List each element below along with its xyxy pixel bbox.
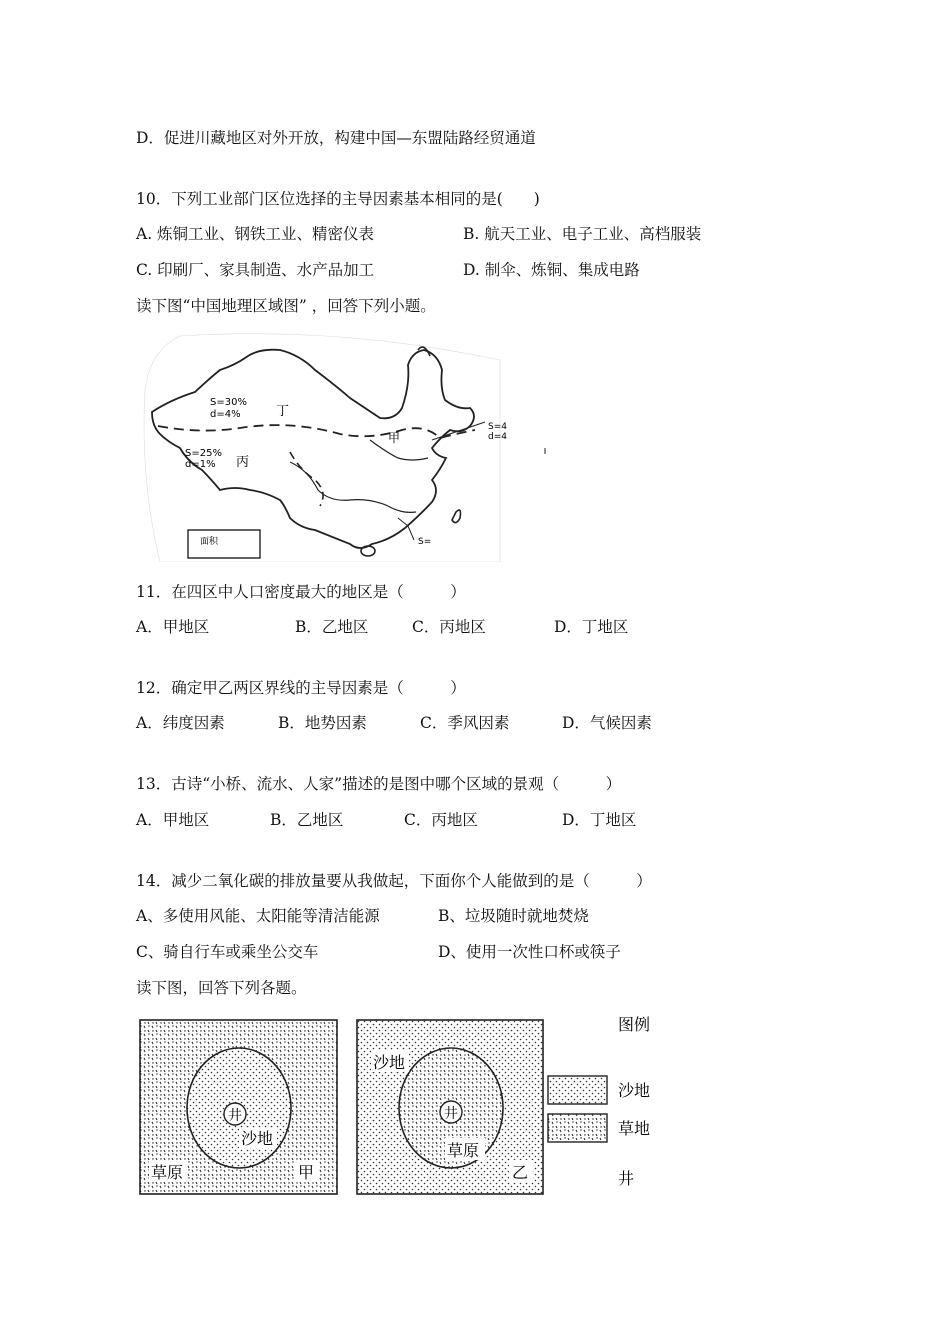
q10-option-d: D. 制伞、炼铜、集成电路 [463, 261, 640, 279]
legend-grass-label: 草地 [618, 1119, 651, 1138]
q13-stem: 13．古诗“小桥、流水、人家”描述的是图中哪个区域的景观（ ） [136, 775, 622, 793]
fig2-intro: 读下图，回答下列各题。 [136, 979, 307, 997]
q14-option-a: A、多使用风能、太阳能等清洁能源 [136, 907, 380, 925]
q12-option-b: B．地势因素 [278, 714, 367, 732]
hainan-island [361, 546, 375, 556]
panel-yi-outer-label: 沙地 [373, 1053, 406, 1072]
q10-option-b: B. 航天工业、电子工业、高档服装 [463, 225, 702, 243]
legend-title: 图例 [618, 1015, 651, 1034]
q12-option-a: A．纬度因素 [136, 714, 225, 732]
q14-stem: 14．减少二氧化碳的排放量要从我做起，下面你个人能做到的是（ ） [136, 872, 652, 890]
q13-option-c: C．丙地区 [404, 811, 478, 829]
map-label-d-mid: d=1% [185, 459, 216, 470]
map-label-jia: 甲 [388, 431, 401, 445]
boundary-north-line [158, 425, 475, 438]
boundary-west-line [290, 452, 323, 506]
q10-option-c: C. 印刷厂、家具制造、水产品加工 [136, 261, 375, 279]
map-label-bing: 丙 [236, 455, 250, 470]
q11-option-d: D．丁地区 [554, 618, 629, 636]
q13-option-d: D．丁地区 [562, 811, 637, 829]
q14-option-b: B、垃圾随时就地焚烧 [438, 907, 589, 925]
map-label-s-right: S=4 [488, 422, 507, 432]
map-label-s-bottom: S= [418, 537, 432, 547]
q11-stem: 11．在四区中人口密度最大的地区是（ ） [136, 583, 466, 601]
q12-stem: 12．确定甲乙两区界线的主导因素是（ ） [136, 679, 466, 697]
map-legend-label: 面积 [200, 537, 219, 547]
panel-jia-outer-label: 草原 [151, 1163, 184, 1182]
panel-yi-tag: 乙 [512, 1163, 529, 1182]
q12-option-d: D．气候因素 [562, 714, 652, 732]
q11-option-a: A．甲地区 [136, 618, 210, 636]
legend-sand-label: 沙地 [618, 1081, 651, 1100]
sand-grass-figure [135, 1008, 665, 1198]
china-region-map [140, 330, 550, 562]
panel-jia-well-label: 井 [228, 1108, 242, 1124]
q13-option-b: B．乙地区 [270, 811, 344, 829]
map-label-d-right: d=4 [488, 432, 507, 442]
q10-stem: 10．下列工业部门区位选择的主导因素基本相同的是( ) [136, 190, 540, 208]
q10-option-a: A. 炼铜工业、钢铁工业、精密仪表 [136, 225, 375, 243]
map-intro: 读下图“中国地理区域图” ，回答下列小题。 [136, 297, 436, 315]
q13-option-a: A．甲地区 [136, 811, 210, 829]
q11-option-b: B．乙地区 [295, 618, 369, 636]
legend-sand-swatch [548, 1076, 607, 1104]
panel-jia-tag: 甲 [298, 1163, 315, 1182]
taiwan-island [452, 510, 461, 523]
map-label-d-top: d=4% [210, 409, 241, 420]
map-label-s-top: S=30% [210, 397, 247, 408]
map-label-ding: 丁 [276, 404, 290, 419]
legend-grass-swatch [548, 1114, 607, 1142]
legend-well-label: 井 [618, 1169, 635, 1188]
q9-option-d: D．促进川藏地区对外开放，构建中国—东盟陆路经贸通道 [136, 129, 536, 147]
map-label-s-mid: S=25% [185, 448, 222, 459]
map-legend-box [188, 530, 260, 558]
panel-yi-inner-label: 草原 [447, 1141, 480, 1160]
panel-yi-well-label: 井 [444, 1106, 458, 1122]
q11-option-c: C．丙地区 [412, 618, 486, 636]
q12-option-c: C．季风因素 [420, 714, 510, 732]
panel-jia-inner-label: 沙地 [241, 1129, 274, 1148]
q14-option-c: C、骑自行车或乘坐公交车 [136, 943, 319, 961]
q14-option-d: D、使用一次性口杯或筷子 [438, 943, 621, 961]
